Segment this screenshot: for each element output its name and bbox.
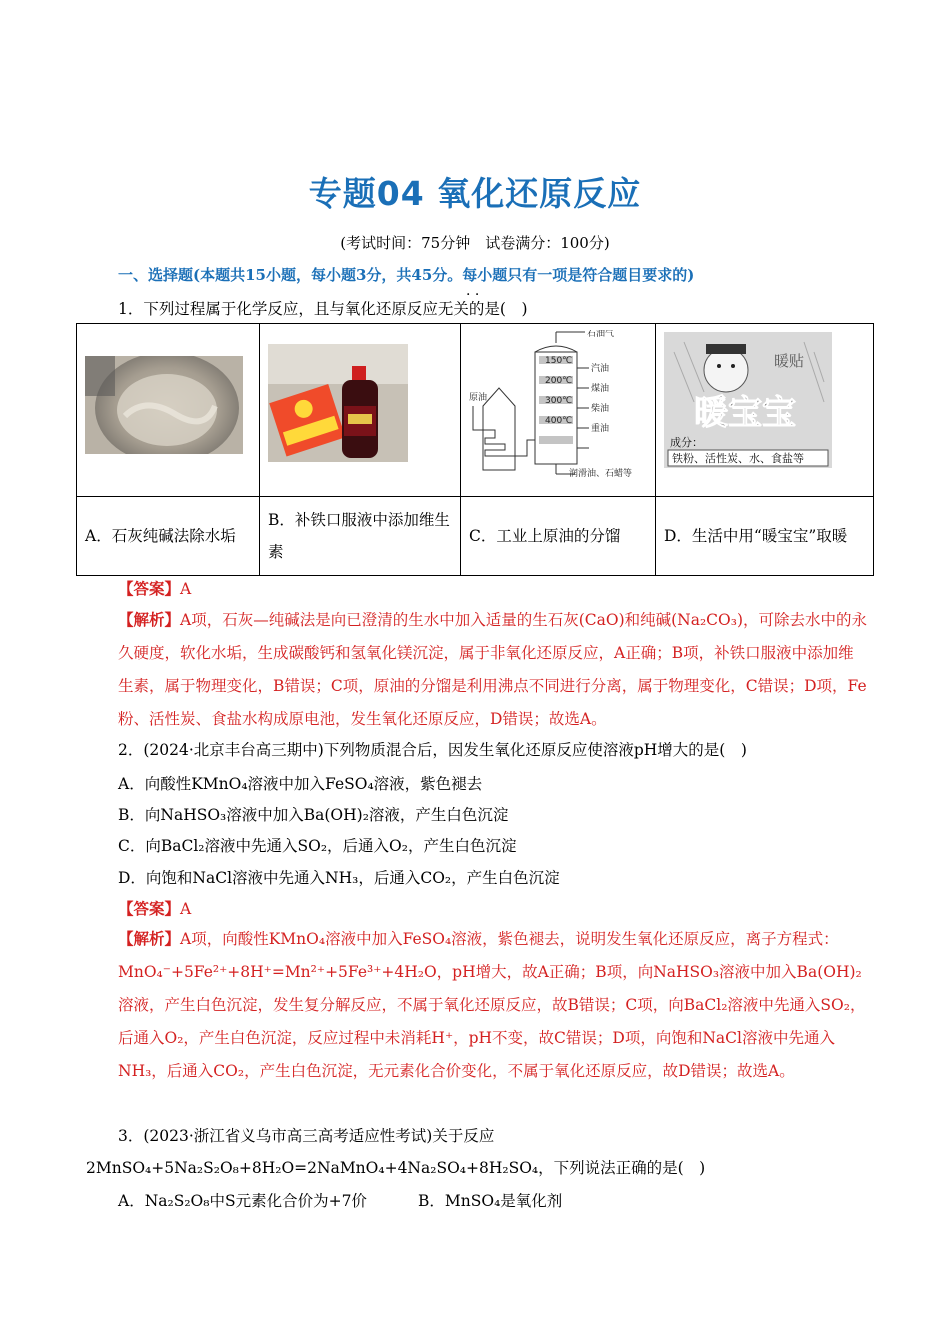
image-cell-b: [260, 324, 461, 497]
answer-tag: 【答案】: [118, 899, 181, 918]
label-200: 200℃: [545, 376, 573, 386]
page-title: 专题04 氧化还原反应: [308, 174, 642, 213]
answer-1: [118, 577, 191, 599]
scale-pot-image: [85, 356, 243, 454]
label-400: 400℃: [545, 416, 573, 426]
label-composition: 成分：: [670, 436, 703, 449]
analysis-text: A项，向酸性KMnO₄溶液中加入FeSO₄溶液，紫色褪去，说明发生氧化还原反应，离子方程式：MnO₄⁻+5Fe²⁺+8H⁺=Mn²⁺+5Fe³⁺+4H₂O，pH增大，故A正确；B项，向NaHSO₃溶液中加入Ba(OH)₂溶液，产生白色沉淀，发生复分解反应，不属于氧化还原反应，故B错误；C项，向BaCl₂溶液中先通入SO₂，后通入O₂，产生白色沉淀，反应过程中未消耗H⁺，pH不变，故C错误；D项，向饱和NaCl溶液中先通入NH₃，后通入CO₂，产生白色沉淀，无元素化合价变化，不属于氧化还原反应，故D错误；故选A。: [118, 930, 866, 1080]
label-heavy-oil: 重油: [591, 424, 610, 434]
label-crude: 原油: [469, 393, 488, 403]
option-c: C．工业上原油的分馏: [461, 497, 656, 576]
analysis-1: [86, 603, 868, 736]
answer-tag: 【答案】: [118, 579, 181, 598]
option-d: D．生活中用“暖宝宝”取暖: [656, 497, 874, 576]
label-lube: 润滑油、石蜡等: [569, 469, 633, 479]
emphasis-dots: · ·: [466, 287, 480, 303]
image-cell-d: [656, 324, 874, 497]
distillation-diagram: [465, 330, 655, 480]
label-ingredients: 铁粉、活性炭、水、食盐等: [672, 452, 804, 465]
q3-option-b: B．MnSO₄是氧化剂: [418, 1192, 563, 1210]
section-heading: 一、选择题(本题共15小题，每小题3分，共45分。每小题只有一项是符合题目要求的): [118, 266, 695, 284]
question-number: 1．: [118, 300, 144, 318]
question-1-stem: 1．下列过程属于化学反应，且与氧化还原反应无关的是( ): [118, 300, 528, 318]
question-number: 2．: [118, 741, 144, 759]
q2-option-b: B．向NaHSO₃溶液中加入Ba(OH)₂溶液，产生白色沉淀: [118, 806, 509, 824]
iron-supplement-image: [268, 344, 408, 462]
options-table: [76, 323, 874, 576]
q2-option-c: C．向BaCl₂溶液中先通入SO₂，后通入O₂，产生白色沉淀: [118, 837, 517, 855]
label-gas: 石油气: [587, 330, 615, 339]
label-gasoline: 汽油: [591, 364, 610, 374]
question-2-stem: 2．(2024·北京丰台高三期中)下列物质混合后，因发生氧化还原反应使溶液pH增大的是( ): [118, 741, 747, 759]
image-cell-a: [77, 324, 260, 497]
option-b: B．补铁口服液中添加维生素: [260, 497, 461, 576]
image-cell-c: [461, 324, 656, 497]
question-3-equation: 2MnSO₄+5Na₂S₂O₈+8H₂O=2NaMnO₄+4Na₂SO₄+8H₂SO₄，下列说法正确的是( ): [86, 1159, 706, 1177]
exam-info: (考试时间：75分钟 试卷满分：100分): [340, 234, 610, 252]
question-3-stem: 3．(2023·浙江省义乌市高三高考适应性考试)关于反应: [118, 1127, 495, 1145]
q2-option-a: A．向酸性KMnO₄溶液中加入FeSO₄溶液，紫色褪去: [118, 775, 483, 793]
label-diesel: 柴油: [591, 404, 610, 414]
label-150: 150℃: [545, 356, 573, 366]
answer-value: A: [180, 580, 192, 598]
emphasis-text: 无关: [437, 300, 469, 318]
option-a: A．石灰纯碱法除水垢: [77, 497, 260, 576]
question-number: 3．: [118, 1127, 144, 1145]
analysis-2: [86, 922, 868, 1088]
label-brand: 暖宝宝: [694, 393, 796, 433]
label-warm-patch: 暖贴: [774, 352, 805, 370]
analysis-tag: 【解析】: [118, 929, 181, 948]
q2-option-d: D．向饱和NaCl溶液中先通入NH₃，后通入CO₂，产生白色沉淀: [118, 869, 560, 887]
q3-option-a: A．Na₂S₂O₈中S元素化合价为+7价: [118, 1192, 367, 1210]
analysis-tag: 【解析】: [118, 610, 181, 629]
analysis-text: A项，石灰—纯碱法是向已澄清的生水中加入适量的生石灰(CaO)和纯碱(Na₂CO₃)，可除去水中的永久硬度，软化水垢，生成碳酸钙和氢氧化镁沉淀，属于非氧化还原反应，A正确；B项，补铁口服液中添加维生素，属于物理变化，B错误；C项，原油的分馏是利用沸点不同进行分离，属于物理变化，C错误；D项，Fe粉、活性炭、食盐水构成原电池，发生氧化还原反应，D错误；故选A。: [118, 611, 868, 728]
label-300: 300℃: [545, 396, 573, 406]
answer-value: A: [180, 900, 192, 918]
answer-2: [118, 897, 191, 919]
warmer-pack-image: [664, 332, 832, 468]
label-kerosene: 煤油: [591, 384, 610, 394]
